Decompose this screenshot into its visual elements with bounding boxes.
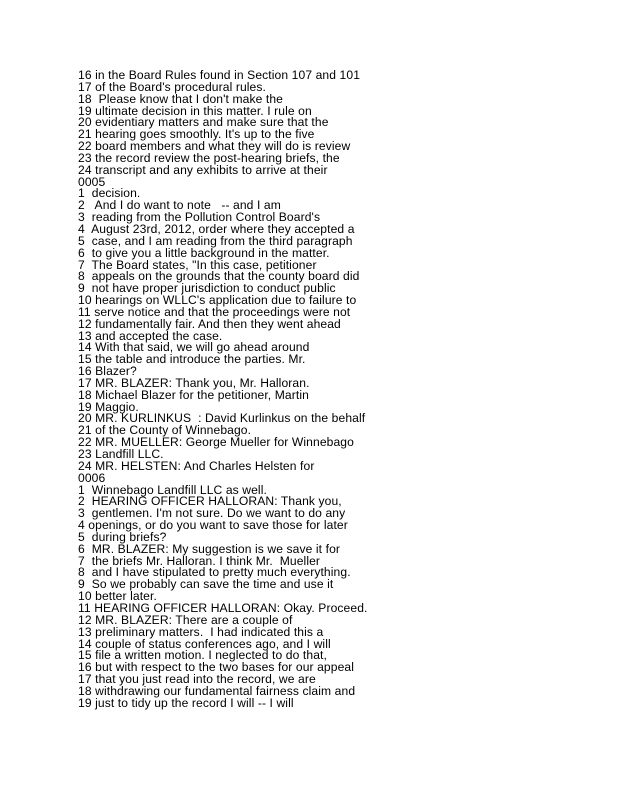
- transcript-line: 14 couple of status conferences ago, and I will: [78, 636, 331, 651]
- transcript-line: 0006: [78, 470, 106, 485]
- transcript-line: 8 and I have stipulated to pretty much everything.: [78, 565, 351, 580]
- transcript-line: 12 MR. BLAZER: There are a couple of: [78, 612, 293, 627]
- transcript-line: 9 So we probably can save the time and use it: [78, 577, 334, 592]
- transcript-line: 23 the record review the post-hearing briefs, the: [78, 150, 340, 165]
- transcript-line: 18 Michael Blazer for the petitioner, Martin: [78, 387, 309, 402]
- transcript-line: 15 the table and introduce the parties. Mr.: [78, 352, 306, 367]
- transcript-line: 16 Blazer?: [78, 364, 137, 379]
- transcript-line: 14 With that said, we will go ahead around: [78, 340, 310, 355]
- transcript-line: 12 fundamentally fair. And then they went ahead: [78, 316, 341, 331]
- transcript-line: 11 HEARING OFFICER HALLORAN: Okay. Proceed.: [78, 600, 368, 615]
- transcript-line: 5 case, and I am reading from the third paragraph: [78, 233, 353, 248]
- transcript-line: 23 Landfill LLC.: [78, 447, 164, 461]
- transcript-line: 19 just to tidy up the record I will -- I will: [78, 695, 294, 710]
- transcript-line: 17 that you just read into the record, we are: [78, 672, 316, 687]
- transcript-line: 21 hearing goes smoothly. It's up to the five: [78, 127, 315, 142]
- transcript-line: 20 evidentiary matters and make sure that the: [78, 115, 329, 130]
- transcript-line: 21 of the County of Winnebago.: [78, 423, 252, 438]
- transcript-line: 16 in the Board Rules found in Section 107 and 101: [78, 68, 361, 82]
- transcript-line: 3 reading from the Pollution Control Board's: [78, 210, 321, 225]
- transcript-line: 4 openings, or do you want to save those for later: [78, 518, 348, 533]
- transcript-line: 5 during briefs?: [78, 529, 167, 544]
- transcript-line: 16 but with respect to the two bases for our appeal: [78, 660, 355, 675]
- transcript-line: 22 MR. MUELLER: George Mueller for Winnebago: [78, 435, 354, 450]
- transcript-line: 2 And I do want to note -- and I am: [78, 198, 281, 213]
- transcript-line: 2 HEARING OFFICER HALLORAN: Thank you,: [78, 494, 342, 509]
- transcript-line: 24 transcript and any exhibits to arrive at their: [78, 162, 328, 177]
- transcript-line: 6 to give you a little background in the matter.: [78, 245, 330, 260]
- transcript-line: 4 August 23rd, 2012, order where they accepted a: [78, 221, 355, 236]
- transcript-line: 20 MR. KURLINKUS : David Kurlinkus on the behalf: [78, 411, 366, 426]
- transcript-line: 15 file a written motion. I neglected to do that,: [78, 648, 327, 663]
- transcript-line: 10 hearings on WLLC's application due to failure to: [78, 293, 357, 308]
- transcript-line: 18 Please know that I don't make the: [78, 91, 284, 106]
- transcript-line: 1 Winnebago Landfill LLC as well.: [78, 482, 267, 497]
- transcript-line: 18 withdrawing our fundamental fairness claim and: [78, 683, 356, 698]
- transcript-line: 9 not have proper jurisdiction to conduct public: [78, 281, 336, 296]
- transcript-line: 17 of the Board's procedural rules.: [78, 79, 266, 94]
- transcript-line: 13 preliminary matters. I had indicated this a: [78, 624, 324, 639]
- transcript-line: 22 board members and what they will do is review: [78, 139, 351, 154]
- transcript-line: 0005: [78, 174, 106, 189]
- transcript-line: 6 MR. BLAZER: My suggestion is we save it for: [78, 541, 341, 556]
- transcript-line: 19 Maggio.: [78, 399, 139, 414]
- transcript-line: 10 better later.: [78, 589, 157, 604]
- transcript-line: 24 MR. HELSTEN: And Charles Helsten for: [78, 458, 315, 473]
- transcript-line: 7 The Board states, "In this case, petitioner: [78, 257, 317, 272]
- transcript-line: 11 serve notice and that the proceedings were not: [78, 304, 351, 319]
- transcript-line: 13 and accepted the case.: [78, 328, 223, 343]
- transcript-line: 17 MR. BLAZER: Thank you, Mr. Halloran.: [78, 375, 310, 390]
- transcript-line: 3 gentlemen. I'm not sure. Do we want to do any: [78, 506, 346, 521]
- transcript-line: 1 decision.: [78, 186, 141, 201]
- transcript-line: 7 the briefs Mr. Halloran. I think Mr. Mueller: [78, 553, 321, 568]
- transcript-line: 8 appeals on the grounds that the county board did: [78, 269, 360, 284]
- transcript-text: [78, 70, 598, 710]
- transcript-line: 19 ultimate decision in this matter. I rule on: [78, 103, 312, 118]
